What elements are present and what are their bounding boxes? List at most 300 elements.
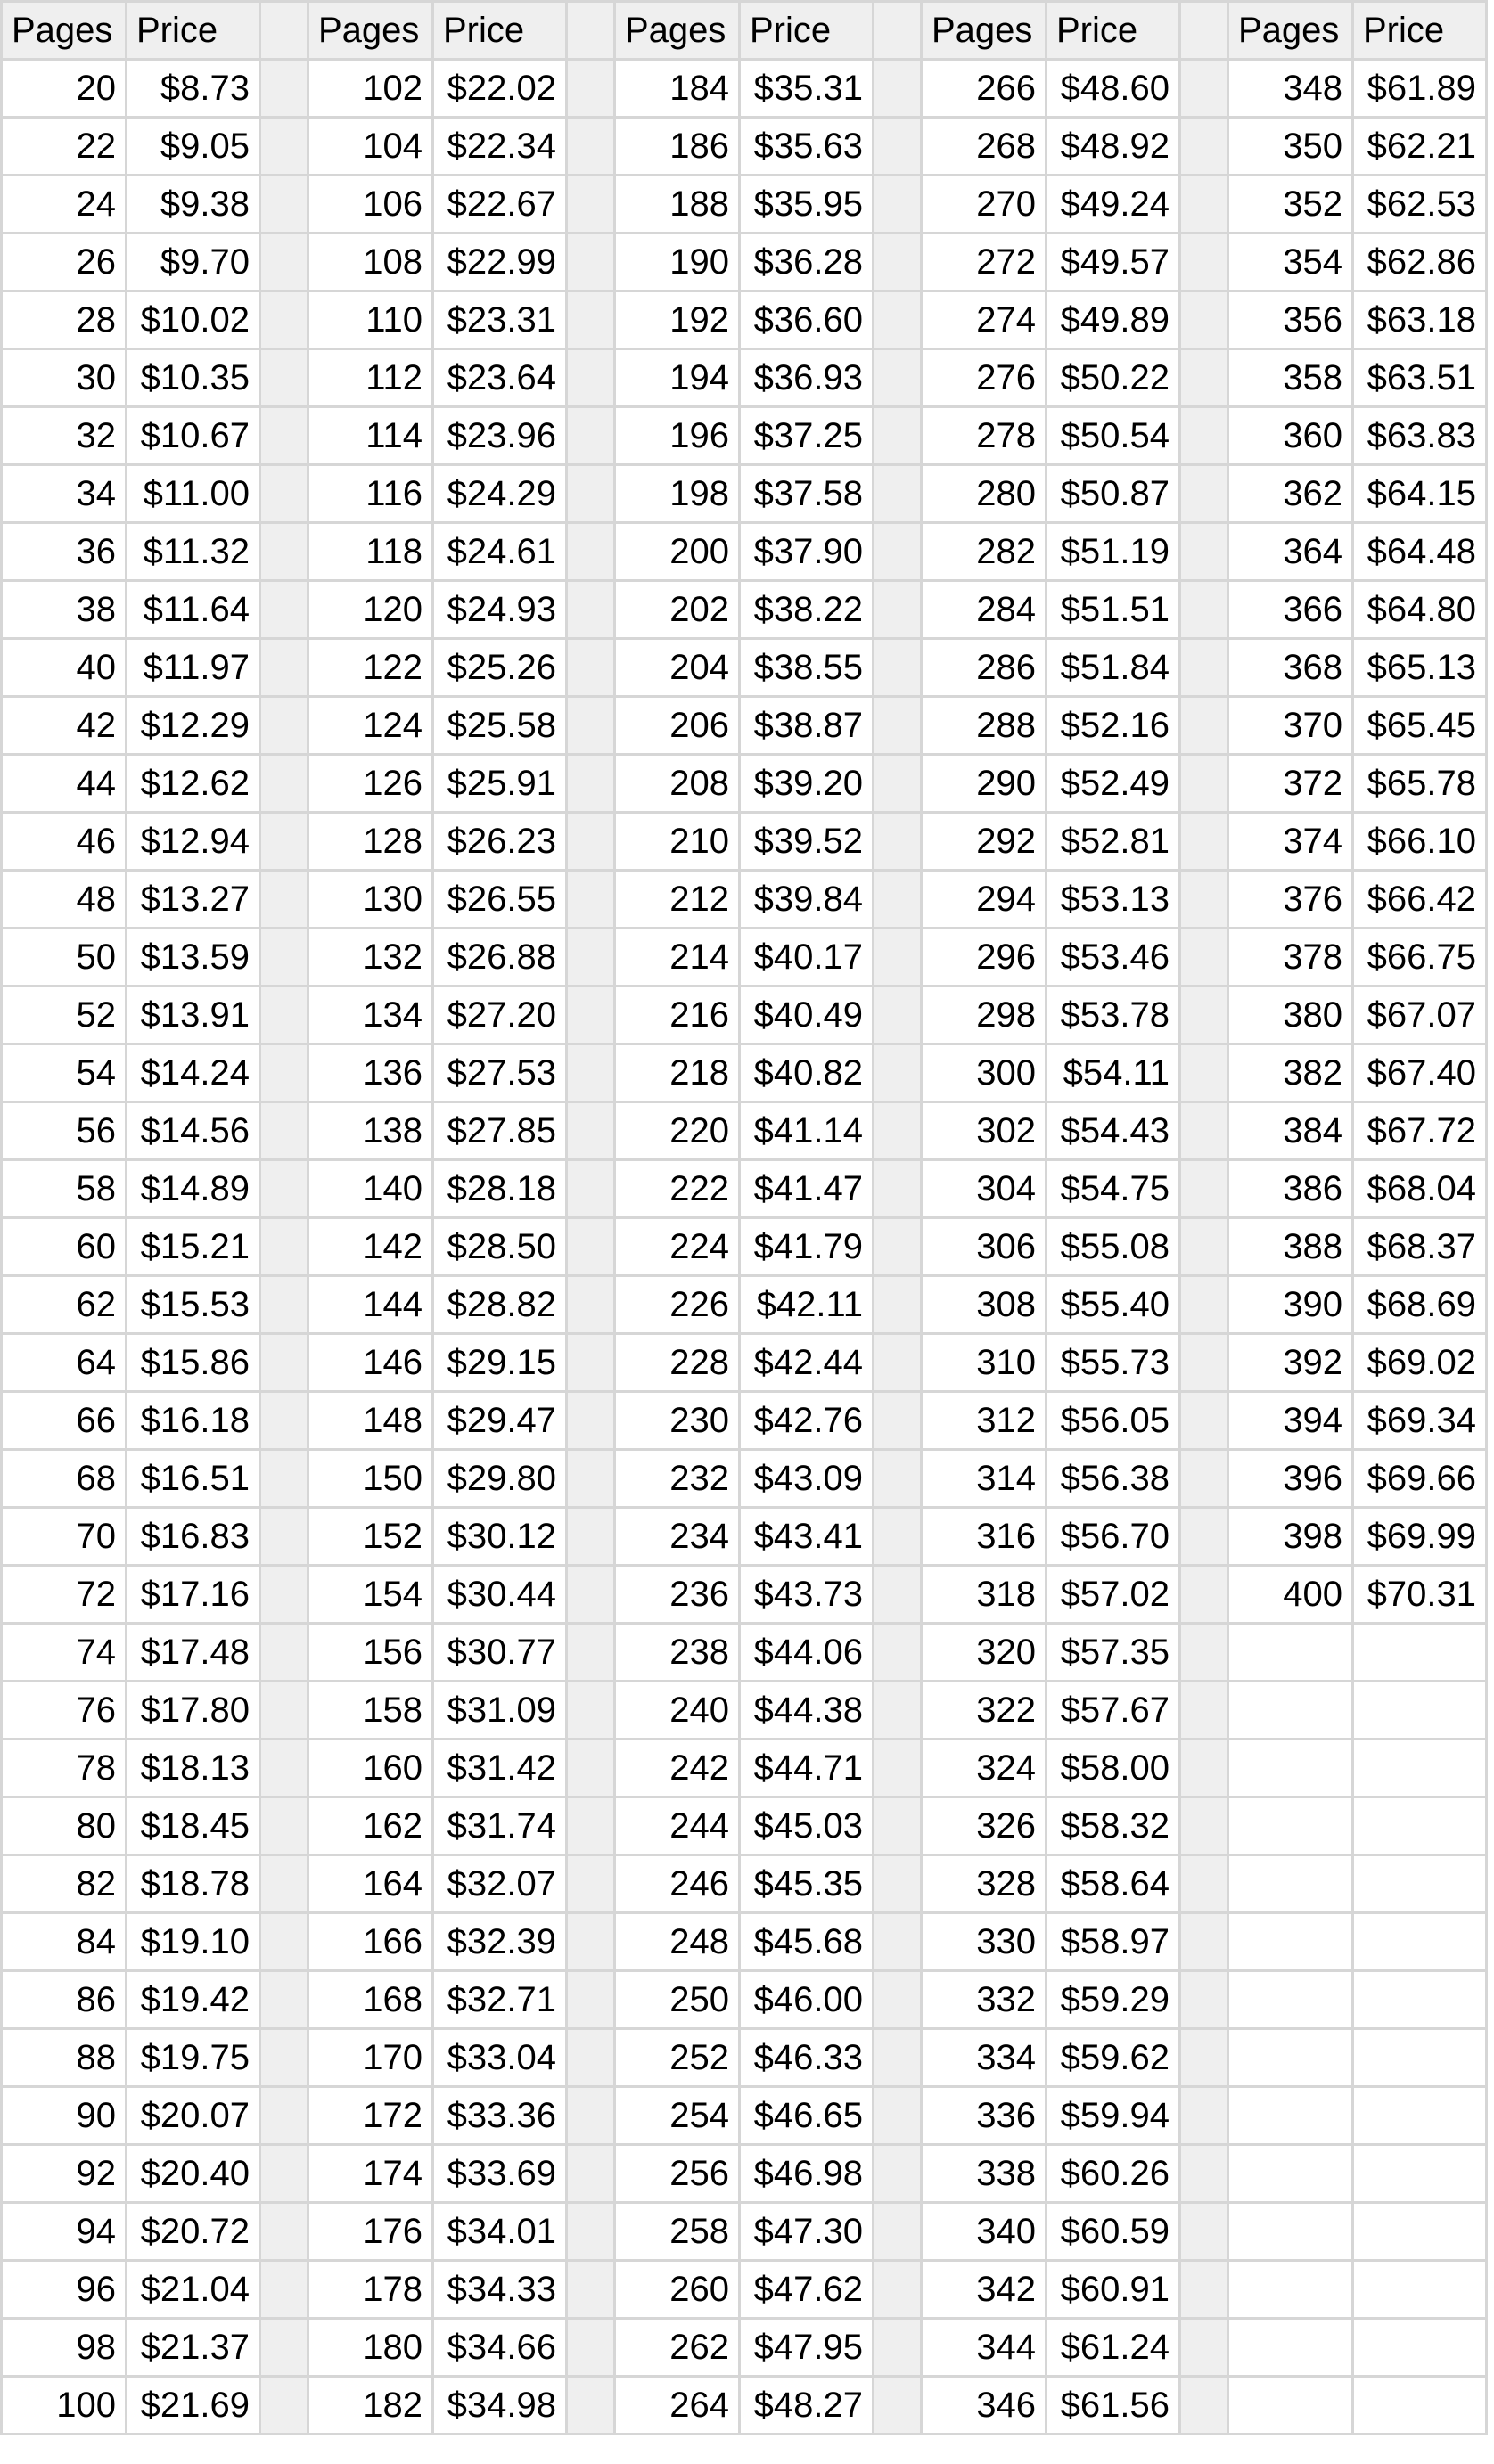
pages-cell[interactable]: 156 [308, 1624, 433, 1682]
pages-cell[interactable]: 250 [615, 1971, 740, 2029]
pages-cell[interactable]: 52 [2, 986, 127, 1044]
pages-cell[interactable]: 308 [922, 1276, 1047, 1334]
pages-cell[interactable]: 34 [2, 465, 127, 523]
price-cell[interactable]: $11.64 [127, 581, 260, 639]
pages-cell[interactable]: 370 [1228, 697, 1353, 755]
pages-cell[interactable]: 78 [2, 1740, 127, 1797]
price-cell[interactable]: $22.99 [433, 233, 567, 291]
price-cell[interactable]: $31.74 [433, 1797, 567, 1855]
pages-cell[interactable]: 398 [1228, 1508, 1353, 1566]
price-cell[interactable]: $37.25 [740, 407, 874, 465]
price-cell[interactable]: $15.21 [127, 1218, 260, 1276]
pages-cell[interactable]: 300 [922, 1044, 1047, 1102]
price-cell[interactable]: $56.05 [1047, 1392, 1180, 1450]
pages-cell[interactable]: 292 [922, 813, 1047, 871]
price-cell[interactable]: $32.71 [433, 1971, 567, 2029]
pages-cell[interactable]: 110 [308, 291, 433, 349]
empty-cell[interactable] [1353, 1682, 1487, 1740]
pages-cell[interactable]: 248 [615, 1913, 740, 1971]
price-cell[interactable]: $10.35 [127, 349, 260, 407]
pages-cell[interactable]: 50 [2, 929, 127, 986]
price-cell[interactable]: $60.26 [1047, 2145, 1180, 2203]
pages-cell[interactable]: 54 [2, 1044, 127, 1102]
price-cell[interactable]: $13.27 [127, 871, 260, 929]
price-cell[interactable]: $17.80 [127, 1682, 260, 1740]
pages-cell[interactable]: 36 [2, 523, 127, 581]
price-cell[interactable]: $33.36 [433, 2087, 567, 2145]
pages-cell[interactable]: 326 [922, 1797, 1047, 1855]
price-cell[interactable]: $58.00 [1047, 1740, 1180, 1797]
pages-cell[interactable]: 216 [615, 986, 740, 1044]
column-header-pages[interactable]: Pages [922, 2, 1047, 60]
empty-cell[interactable] [1228, 1682, 1353, 1740]
pages-cell[interactable]: 80 [2, 1797, 127, 1855]
price-cell[interactable]: $32.07 [433, 1855, 567, 1913]
price-cell[interactable]: $43.73 [740, 1566, 874, 1624]
price-cell[interactable]: $54.75 [1047, 1160, 1180, 1218]
price-cell[interactable]: $50.22 [1047, 349, 1180, 407]
pages-cell[interactable]: 330 [922, 1913, 1047, 1971]
pages-cell[interactable]: 42 [2, 697, 127, 755]
price-cell[interactable]: $8.73 [127, 60, 260, 118]
pages-cell[interactable]: 312 [922, 1392, 1047, 1450]
price-cell[interactable]: $25.58 [433, 697, 567, 755]
price-cell[interactable]: $31.42 [433, 1740, 567, 1797]
price-cell[interactable]: $14.56 [127, 1102, 260, 1160]
pages-cell[interactable]: 282 [922, 523, 1047, 581]
price-cell[interactable]: $9.05 [127, 118, 260, 176]
pages-cell[interactable]: 168 [308, 1971, 433, 2029]
price-cell[interactable]: $42.11 [740, 1276, 874, 1334]
pages-cell[interactable]: 390 [1228, 1276, 1353, 1334]
pages-cell[interactable]: 20 [2, 60, 127, 118]
pages-cell[interactable]: 392 [1228, 1334, 1353, 1392]
price-cell[interactable]: $62.53 [1353, 176, 1487, 233]
pages-cell[interactable]: 324 [922, 1740, 1047, 1797]
pages-cell[interactable]: 96 [2, 2261, 127, 2319]
price-cell[interactable]: $13.91 [127, 986, 260, 1044]
pages-cell[interactable]: 344 [922, 2319, 1047, 2377]
pages-cell[interactable]: 268 [922, 118, 1047, 176]
price-cell[interactable]: $58.97 [1047, 1913, 1180, 1971]
pages-cell[interactable]: 154 [308, 1566, 433, 1624]
pages-cell[interactable]: 86 [2, 1971, 127, 2029]
price-cell[interactable]: $24.93 [433, 581, 567, 639]
pages-cell[interactable]: 116 [308, 465, 433, 523]
price-cell[interactable]: $28.18 [433, 1160, 567, 1218]
price-cell[interactable]: $53.13 [1047, 871, 1180, 929]
empty-cell[interactable] [1228, 1971, 1353, 2029]
price-cell[interactable]: $43.09 [740, 1450, 874, 1508]
pages-cell[interactable]: 242 [615, 1740, 740, 1797]
pages-cell[interactable]: 262 [615, 2319, 740, 2377]
price-cell[interactable]: $44.38 [740, 1682, 874, 1740]
pages-cell[interactable]: 58 [2, 1160, 127, 1218]
pages-cell[interactable]: 142 [308, 1218, 433, 1276]
price-cell[interactable]: $69.99 [1353, 1508, 1487, 1566]
pages-cell[interactable]: 144 [308, 1276, 433, 1334]
price-cell[interactable]: $16.18 [127, 1392, 260, 1450]
price-cell[interactable]: $69.66 [1353, 1450, 1487, 1508]
pages-cell[interactable]: 56 [2, 1102, 127, 1160]
empty-cell[interactable] [1353, 1797, 1487, 1855]
price-cell[interactable]: $23.96 [433, 407, 567, 465]
price-cell[interactable]: $50.87 [1047, 465, 1180, 523]
pages-cell[interactable]: 252 [615, 2029, 740, 2087]
price-cell[interactable]: $57.02 [1047, 1566, 1180, 1624]
price-cell[interactable]: $49.89 [1047, 291, 1180, 349]
pages-cell[interactable]: 146 [308, 1334, 433, 1392]
price-cell[interactable]: $39.52 [740, 813, 874, 871]
price-cell[interactable]: $21.04 [127, 2261, 260, 2319]
pages-cell[interactable]: 94 [2, 2203, 127, 2261]
column-header-price[interactable]: Price [740, 2, 874, 60]
pages-cell[interactable]: 400 [1228, 1566, 1353, 1624]
price-cell[interactable]: $23.31 [433, 291, 567, 349]
pages-cell[interactable]: 222 [615, 1160, 740, 1218]
pages-cell[interactable]: 66 [2, 1392, 127, 1450]
pages-cell[interactable]: 348 [1228, 60, 1353, 118]
price-cell[interactable]: $54.11 [1047, 1044, 1180, 1102]
pages-cell[interactable]: 280 [922, 465, 1047, 523]
price-cell[interactable]: $41.79 [740, 1218, 874, 1276]
price-cell[interactable]: $35.31 [740, 60, 874, 118]
price-cell[interactable]: $28.82 [433, 1276, 567, 1334]
pages-cell[interactable]: 198 [615, 465, 740, 523]
price-cell[interactable]: $47.30 [740, 2203, 874, 2261]
pages-cell[interactable]: 322 [922, 1682, 1047, 1740]
pages-cell[interactable]: 82 [2, 1855, 127, 1913]
price-cell[interactable]: $39.20 [740, 755, 874, 813]
pages-cell[interactable]: 334 [922, 2029, 1047, 2087]
price-cell[interactable]: $51.19 [1047, 523, 1180, 581]
empty-cell[interactable] [1228, 1624, 1353, 1682]
price-cell[interactable]: $34.33 [433, 2261, 567, 2319]
price-cell[interactable]: $66.42 [1353, 871, 1487, 929]
price-cell[interactable]: $18.78 [127, 1855, 260, 1913]
pages-cell[interactable]: 128 [308, 813, 433, 871]
empty-cell[interactable] [1228, 2319, 1353, 2377]
price-cell[interactable]: $29.47 [433, 1392, 567, 1450]
pages-cell[interactable]: 236 [615, 1566, 740, 1624]
pages-cell[interactable]: 224 [615, 1218, 740, 1276]
pages-cell[interactable]: 342 [922, 2261, 1047, 2319]
pages-cell[interactable]: 266 [922, 60, 1047, 118]
price-cell[interactable]: $66.75 [1353, 929, 1487, 986]
price-cell[interactable]: $63.18 [1353, 291, 1487, 349]
price-cell[interactable]: $36.93 [740, 349, 874, 407]
price-cell[interactable]: $16.51 [127, 1450, 260, 1508]
pages-cell[interactable]: 218 [615, 1044, 740, 1102]
pages-cell[interactable]: 346 [922, 2377, 1047, 2435]
price-cell[interactable]: $57.35 [1047, 1624, 1180, 1682]
empty-cell[interactable] [1353, 2377, 1487, 2435]
price-cell[interactable]: $65.13 [1353, 639, 1487, 697]
empty-cell[interactable] [1228, 2087, 1353, 2145]
pages-cell[interactable]: 288 [922, 697, 1047, 755]
price-cell[interactable]: $68.69 [1353, 1276, 1487, 1334]
empty-cell[interactable] [1353, 2029, 1487, 2087]
price-cell[interactable]: $52.16 [1047, 697, 1180, 755]
pages-cell[interactable]: 246 [615, 1855, 740, 1913]
price-cell[interactable]: $46.98 [740, 2145, 874, 2203]
price-cell[interactable]: $61.56 [1047, 2377, 1180, 2435]
price-cell[interactable]: $11.97 [127, 639, 260, 697]
empty-cell[interactable] [1228, 2145, 1353, 2203]
pages-cell[interactable]: 172 [308, 2087, 433, 2145]
pages-cell[interactable]: 364 [1228, 523, 1353, 581]
pages-cell[interactable]: 396 [1228, 1450, 1353, 1508]
pages-cell[interactable]: 368 [1228, 639, 1353, 697]
pages-cell[interactable]: 278 [922, 407, 1047, 465]
price-cell[interactable]: $24.61 [433, 523, 567, 581]
empty-cell[interactable] [1353, 2261, 1487, 2319]
empty-cell[interactable] [1353, 1971, 1487, 2029]
pages-cell[interactable]: 256 [615, 2145, 740, 2203]
price-cell[interactable]: $53.46 [1047, 929, 1180, 986]
price-cell[interactable]: $12.94 [127, 813, 260, 871]
price-cell[interactable]: $68.04 [1353, 1160, 1487, 1218]
price-cell[interactable]: $62.86 [1353, 233, 1487, 291]
pages-cell[interactable]: 38 [2, 581, 127, 639]
pages-cell[interactable]: 340 [922, 2203, 1047, 2261]
price-cell[interactable]: $69.02 [1353, 1334, 1487, 1392]
pages-cell[interactable]: 160 [308, 1740, 433, 1797]
price-cell[interactable]: $59.94 [1047, 2087, 1180, 2145]
pages-cell[interactable]: 226 [615, 1276, 740, 1334]
price-cell[interactable]: $16.83 [127, 1508, 260, 1566]
price-cell[interactable]: $37.58 [740, 465, 874, 523]
pages-cell[interactable]: 28 [2, 291, 127, 349]
pages-cell[interactable]: 202 [615, 581, 740, 639]
price-cell[interactable]: $14.89 [127, 1160, 260, 1218]
price-cell[interactable]: $26.88 [433, 929, 567, 986]
price-cell[interactable]: $49.24 [1047, 176, 1180, 233]
column-header-pages[interactable]: Pages [308, 2, 433, 60]
pages-cell[interactable]: 290 [922, 755, 1047, 813]
price-cell[interactable]: $57.67 [1047, 1682, 1180, 1740]
pages-cell[interactable]: 30 [2, 349, 127, 407]
empty-cell[interactable] [1353, 1624, 1487, 1682]
price-cell[interactable]: $20.40 [127, 2145, 260, 2203]
column-header-price[interactable]: Price [433, 2, 567, 60]
price-cell[interactable]: $55.40 [1047, 1276, 1180, 1334]
pages-cell[interactable]: 88 [2, 2029, 127, 2087]
pages-cell[interactable]: 180 [308, 2319, 433, 2377]
pages-cell[interactable]: 98 [2, 2319, 127, 2377]
price-cell[interactable]: $67.72 [1353, 1102, 1487, 1160]
pages-cell[interactable]: 150 [308, 1450, 433, 1508]
pages-cell[interactable]: 388 [1228, 1218, 1353, 1276]
pages-cell[interactable]: 320 [922, 1624, 1047, 1682]
pages-cell[interactable]: 44 [2, 755, 127, 813]
empty-cell[interactable] [1353, 1913, 1487, 1971]
price-cell[interactable]: $50.54 [1047, 407, 1180, 465]
pages-cell[interactable]: 378 [1228, 929, 1353, 986]
pages-cell[interactable]: 62 [2, 1276, 127, 1334]
pages-cell[interactable]: 108 [308, 233, 433, 291]
pages-cell[interactable]: 240 [615, 1682, 740, 1740]
price-cell[interactable]: $40.49 [740, 986, 874, 1044]
pages-cell[interactable]: 122 [308, 639, 433, 697]
price-cell[interactable]: $64.48 [1353, 523, 1487, 581]
pages-cell[interactable]: 130 [308, 871, 433, 929]
price-cell[interactable]: $18.13 [127, 1740, 260, 1797]
column-header-price[interactable]: Price [127, 2, 260, 60]
pages-cell[interactable]: 228 [615, 1334, 740, 1392]
price-cell[interactable]: $26.55 [433, 871, 567, 929]
pages-cell[interactable]: 254 [615, 2087, 740, 2145]
pages-cell[interactable]: 46 [2, 813, 127, 871]
column-header-price[interactable]: Price [1047, 2, 1180, 60]
price-cell[interactable]: $40.82 [740, 1044, 874, 1102]
price-cell[interactable]: $66.10 [1353, 813, 1487, 871]
pages-cell[interactable]: 162 [308, 1797, 433, 1855]
pages-cell[interactable]: 374 [1228, 813, 1353, 871]
price-cell[interactable]: $52.81 [1047, 813, 1180, 871]
pages-cell[interactable]: 372 [1228, 755, 1353, 813]
price-cell[interactable]: $41.14 [740, 1102, 874, 1160]
price-cell[interactable]: $55.73 [1047, 1334, 1180, 1392]
pages-cell[interactable]: 360 [1228, 407, 1353, 465]
price-cell[interactable]: $14.24 [127, 1044, 260, 1102]
price-cell[interactable]: $17.16 [127, 1566, 260, 1624]
price-cell[interactable]: $33.04 [433, 2029, 567, 2087]
pages-cell[interactable]: 270 [922, 176, 1047, 233]
price-cell[interactable]: $31.09 [433, 1682, 567, 1740]
empty-cell[interactable] [1228, 1740, 1353, 1797]
pages-cell[interactable]: 192 [615, 291, 740, 349]
price-cell[interactable]: $28.50 [433, 1218, 567, 1276]
price-cell[interactable]: $49.57 [1047, 233, 1180, 291]
pages-cell[interactable]: 220 [615, 1102, 740, 1160]
price-cell[interactable]: $17.48 [127, 1624, 260, 1682]
pages-cell[interactable]: 336 [922, 2087, 1047, 2145]
price-cell[interactable]: $29.15 [433, 1334, 567, 1392]
pages-cell[interactable]: 100 [2, 2377, 127, 2435]
pages-cell[interactable]: 136 [308, 1044, 433, 1102]
pages-cell[interactable]: 354 [1228, 233, 1353, 291]
price-cell[interactable]: $11.32 [127, 523, 260, 581]
price-cell[interactable]: $9.38 [127, 176, 260, 233]
empty-cell[interactable] [1353, 2319, 1487, 2377]
price-cell[interactable]: $48.27 [740, 2377, 874, 2435]
price-cell[interactable]: $53.78 [1047, 986, 1180, 1044]
pages-cell[interactable]: 258 [615, 2203, 740, 2261]
pages-cell[interactable]: 76 [2, 1682, 127, 1740]
pages-cell[interactable]: 68 [2, 1450, 127, 1508]
pages-cell[interactable]: 274 [922, 291, 1047, 349]
price-cell[interactable]: $19.10 [127, 1913, 260, 1971]
pages-cell[interactable]: 190 [615, 233, 740, 291]
price-cell[interactable]: $45.03 [740, 1797, 874, 1855]
price-cell[interactable]: $48.92 [1047, 118, 1180, 176]
price-cell[interactable]: $13.59 [127, 929, 260, 986]
price-cell[interactable]: $58.32 [1047, 1797, 1180, 1855]
price-cell[interactable]: $68.37 [1353, 1218, 1487, 1276]
price-cell[interactable]: $15.53 [127, 1276, 260, 1334]
price-cell[interactable]: $10.67 [127, 407, 260, 465]
price-cell[interactable]: $70.31 [1353, 1566, 1487, 1624]
pages-cell[interactable]: 298 [922, 986, 1047, 1044]
price-cell[interactable]: $20.72 [127, 2203, 260, 2261]
price-cell[interactable]: $44.06 [740, 1624, 874, 1682]
pages-cell[interactable]: 358 [1228, 349, 1353, 407]
price-cell[interactable]: $27.20 [433, 986, 567, 1044]
price-cell[interactable]: $30.12 [433, 1508, 567, 1566]
price-cell[interactable]: $34.66 [433, 2319, 567, 2377]
pages-cell[interactable]: 366 [1228, 581, 1353, 639]
price-cell[interactable]: $18.45 [127, 1797, 260, 1855]
price-cell[interactable]: $23.64 [433, 349, 567, 407]
pages-cell[interactable]: 126 [308, 755, 433, 813]
price-cell[interactable]: $24.29 [433, 465, 567, 523]
price-cell[interactable]: $27.53 [433, 1044, 567, 1102]
price-cell[interactable]: $19.75 [127, 2029, 260, 2087]
pages-cell[interactable]: 380 [1228, 986, 1353, 1044]
price-cell[interactable]: $29.80 [433, 1450, 567, 1508]
pages-cell[interactable]: 48 [2, 871, 127, 929]
price-cell[interactable]: $65.45 [1353, 697, 1487, 755]
price-cell[interactable]: $33.69 [433, 2145, 567, 2203]
pages-cell[interactable]: 32 [2, 407, 127, 465]
pages-cell[interactable]: 188 [615, 176, 740, 233]
pages-cell[interactable]: 376 [1228, 871, 1353, 929]
pages-cell[interactable]: 118 [308, 523, 433, 581]
price-cell[interactable]: $37.90 [740, 523, 874, 581]
empty-cell[interactable] [1353, 2203, 1487, 2261]
pages-cell[interactable]: 232 [615, 1450, 740, 1508]
price-cell[interactable]: $62.21 [1353, 118, 1487, 176]
pages-cell[interactable]: 306 [922, 1218, 1047, 1276]
price-cell[interactable]: $67.07 [1353, 986, 1487, 1044]
price-cell[interactable]: $61.24 [1047, 2319, 1180, 2377]
price-cell[interactable]: $46.00 [740, 1971, 874, 2029]
price-cell[interactable]: $69.34 [1353, 1392, 1487, 1450]
price-cell[interactable]: $20.07 [127, 2087, 260, 2145]
price-cell[interactable]: $42.76 [740, 1392, 874, 1450]
pages-cell[interactable]: 132 [308, 929, 433, 986]
price-cell[interactable]: $59.29 [1047, 1971, 1180, 2029]
price-cell[interactable]: $22.34 [433, 118, 567, 176]
pages-cell[interactable]: 284 [922, 581, 1047, 639]
price-cell[interactable]: $52.49 [1047, 755, 1180, 813]
price-cell[interactable]: $60.59 [1047, 2203, 1180, 2261]
pages-cell[interactable]: 182 [308, 2377, 433, 2435]
price-cell[interactable]: $34.98 [433, 2377, 567, 2435]
pages-cell[interactable]: 214 [615, 929, 740, 986]
price-cell[interactable]: $12.29 [127, 697, 260, 755]
pages-cell[interactable]: 114 [308, 407, 433, 465]
price-cell[interactable]: $63.83 [1353, 407, 1487, 465]
pages-cell[interactable]: 26 [2, 233, 127, 291]
pages-cell[interactable]: 350 [1228, 118, 1353, 176]
pages-cell[interactable]: 92 [2, 2145, 127, 2203]
pages-cell[interactable]: 40 [2, 639, 127, 697]
empty-cell[interactable] [1353, 1855, 1487, 1913]
price-cell[interactable]: $64.80 [1353, 581, 1487, 639]
price-cell[interactable]: $56.38 [1047, 1450, 1180, 1508]
price-cell[interactable]: $38.22 [740, 581, 874, 639]
price-cell[interactable]: $44.71 [740, 1740, 874, 1797]
price-cell[interactable]: $46.65 [740, 2087, 874, 2145]
price-cell[interactable]: $56.70 [1047, 1508, 1180, 1566]
column-header-price[interactable]: Price [1353, 2, 1487, 60]
column-header-pages[interactable]: Pages [1228, 2, 1353, 60]
price-cell[interactable]: $45.35 [740, 1855, 874, 1913]
price-cell[interactable]: $19.42 [127, 1971, 260, 2029]
pages-cell[interactable]: 382 [1228, 1044, 1353, 1102]
